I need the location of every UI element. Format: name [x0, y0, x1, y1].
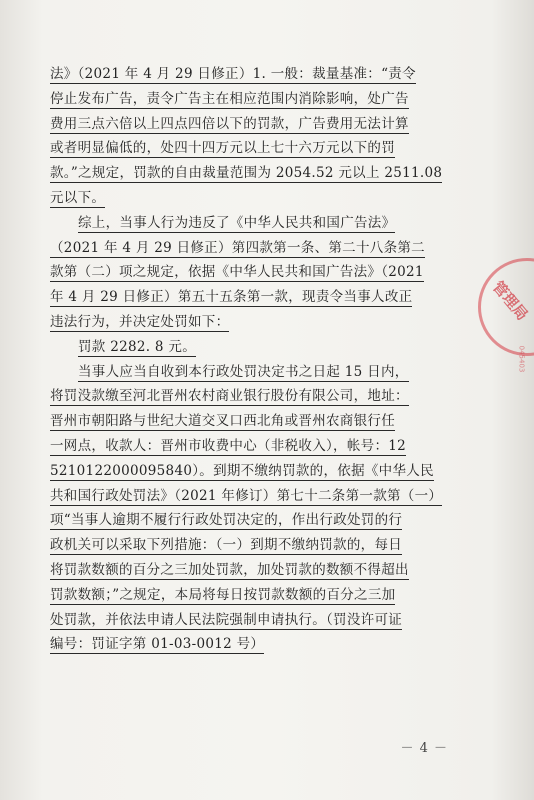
- line-text: 款第（二）项之规定，依据《中华人民共和国广告法》（2021: [50, 264, 424, 281]
- text-line: [50, 409, 466, 434]
- line-text: 一网点，收款人：晋州市收费中心（非税收入），帐号：12: [50, 437, 407, 454]
- text-line: [50, 136, 466, 161]
- text-line: [50, 608, 466, 633]
- line-text: 罚款 2282. 8 元。: [78, 338, 197, 355]
- text-line: [50, 335, 466, 360]
- line-text: 共和国行政处罚法》（2021 年修订）第七十二条第一款第（一）: [50, 487, 443, 504]
- text-line: [50, 558, 466, 583]
- line-text: 停止发布广告，责令广告主在相应范围内消除影响，处广告: [50, 90, 409, 107]
- text-line: [50, 211, 466, 236]
- line-text: 罚款数额；”之规定，本局将每日按罚款数额的百分之三加: [50, 586, 396, 603]
- text-line: [50, 285, 466, 310]
- text-line: [50, 310, 466, 335]
- seal-text: 管理局: [488, 277, 532, 324]
- line-text: 综上，当事人行为违反了《中华人民共和国广告法》: [78, 214, 396, 231]
- line-text: 或者明显偏低的，处四十四万元以上七十六万元以下的罚: [50, 140, 395, 157]
- text-line: [50, 62, 466, 87]
- line-text: 当事人应当自收到本行政处罚决定书之日起 15 日内，: [78, 363, 409, 380]
- text-line: [50, 434, 466, 459]
- document-body: [50, 62, 466, 657]
- text-line: [50, 112, 466, 137]
- line-text: 政机关可以采取下列措施：（一）到期不缴纳罚款的，每日: [50, 537, 403, 554]
- line-text: 处罚款，并依法申请人民法院强制申请执行。（罚没许可证: [50, 611, 403, 628]
- line-text: 元以下。: [50, 189, 106, 206]
- line-text: 费用三点六倍以上四点四倍以下的罚款，广告费用无法计算: [50, 115, 409, 132]
- page-number: － 4 －: [400, 741, 448, 756]
- line-text: 法》（2021 年 4 月 29 日修正）1. 一般：裁量基准：“责令: [50, 66, 416, 82]
- text-line: [50, 260, 466, 285]
- text-line: [50, 632, 466, 657]
- text-line: [50, 87, 466, 112]
- seal-number: 045403: [517, 345, 526, 373]
- line-text: 违法行为，并决定处罚如下：: [50, 313, 230, 330]
- text-line: [50, 484, 466, 509]
- text-line: [50, 161, 466, 186]
- line-text: 编号：罚证字第 01-03-0012 号）: [50, 636, 265, 653]
- text-line: [50, 583, 466, 608]
- text-line: [50, 384, 466, 409]
- line-text: 晋州市朝阳路与世纪大道交叉口西北角或晋州农商银行任: [50, 413, 395, 430]
- text-line: [50, 236, 466, 261]
- text-line: [50, 360, 466, 385]
- text-line: [50, 533, 466, 558]
- line-text: 将罚没款缴至河北晋州农村商业银行股份有限公司，地址：: [50, 388, 409, 405]
- line-text: 5210122000095840）。到期不缴纳罚款的，依据《中华人民: [50, 462, 434, 479]
- text-line: [50, 459, 466, 484]
- line-text: 款。”之规定，罚款的自由裁量范围为 2054.52 元以上 2511.08: [50, 165, 443, 182]
- text-line: [50, 508, 466, 533]
- text-line: [50, 186, 466, 211]
- line-text: （2021 年 4 月 29 日修正）第四款第一条、第二十八条第二: [50, 239, 425, 256]
- line-text: 项“当事人逾期不履行行政处罚决定的，作出行政处罚的行: [50, 512, 403, 529]
- line-text: 将罚款数额的百分之三加处罚款，加处罚款的数额不得超出: [50, 561, 409, 578]
- line-text: 年 4 月 29 日修正）第五十五条第一款，现责令当事人改正: [50, 289, 413, 306]
